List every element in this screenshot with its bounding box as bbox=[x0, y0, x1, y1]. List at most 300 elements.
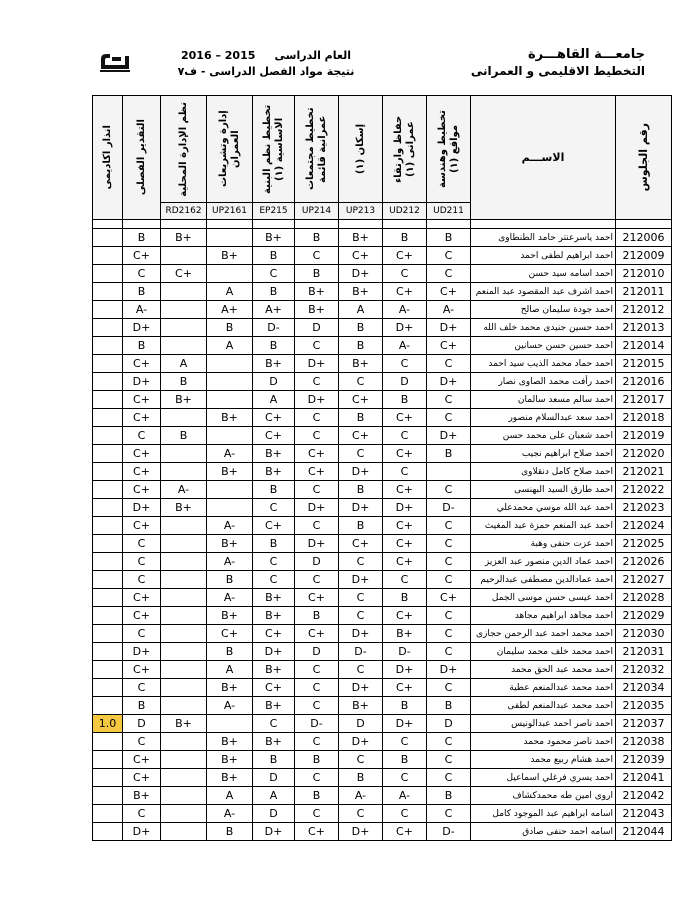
cell-up214: C bbox=[295, 373, 339, 391]
table-row bbox=[93, 301, 672, 319]
cell-ep215: B bbox=[253, 283, 295, 301]
table-row bbox=[93, 265, 672, 283]
cell-ud212: B bbox=[383, 751, 427, 769]
cell-ud211: B bbox=[427, 445, 471, 463]
col-header-ud212: حفاظ وارتقاء عمرانى (١) bbox=[383, 96, 427, 203]
cell-name: احمد يسري فرغلي اسماعيل bbox=[471, 769, 616, 787]
cell-up213: D+ bbox=[339, 679, 383, 697]
header-row bbox=[93, 96, 672, 203]
cell-ep215: D- bbox=[253, 319, 295, 337]
cell-ud211: C bbox=[427, 517, 471, 535]
cell-warning bbox=[93, 283, 123, 301]
table-row bbox=[93, 535, 672, 553]
cell-ud212: C bbox=[383, 571, 427, 589]
cell-name: احمد محمد خلف محمد سليمان bbox=[471, 643, 616, 661]
cell-ud212: B bbox=[383, 589, 427, 607]
cell-up213: D+ bbox=[339, 823, 383, 841]
table-row bbox=[93, 733, 672, 751]
cell-warning bbox=[93, 391, 123, 409]
cell-rd2162 bbox=[161, 319, 207, 337]
cell-seat: 212014 bbox=[616, 337, 672, 355]
cell-seat: 212012 bbox=[616, 301, 672, 319]
cell-ud211: D+ bbox=[427, 427, 471, 445]
cell-ud212: D- bbox=[383, 643, 427, 661]
cell-warning bbox=[93, 427, 123, 445]
cell-final: B+ bbox=[123, 787, 161, 805]
cell-final: C+ bbox=[123, 769, 161, 787]
cell-ud211 bbox=[427, 463, 471, 481]
cell-up214: D+ bbox=[295, 535, 339, 553]
col-header-up2161: إدارة وتشريعات العمران bbox=[207, 96, 253, 203]
cell-ep215: B+ bbox=[253, 445, 295, 463]
cell-final: C bbox=[123, 553, 161, 571]
cell-ud211: C bbox=[427, 355, 471, 373]
cell-up2161: C+ bbox=[207, 625, 253, 643]
cell-seat: 212010 bbox=[616, 265, 672, 283]
table-row bbox=[93, 571, 672, 589]
cell-ud212: C+ bbox=[383, 607, 427, 625]
cell-rd2162 bbox=[161, 661, 207, 679]
cell-ud211: C bbox=[427, 607, 471, 625]
table-row bbox=[93, 229, 672, 247]
cell-up213: B bbox=[339, 481, 383, 499]
cell-ud212: C+ bbox=[383, 283, 427, 301]
cell-seat: 212019 bbox=[616, 427, 672, 445]
cell-rd2162: B+ bbox=[161, 499, 207, 517]
cell-final: C+ bbox=[123, 247, 161, 265]
cell-up214: C+ bbox=[295, 823, 339, 841]
cell-ud212: C bbox=[383, 805, 427, 823]
cell-rd2162 bbox=[161, 733, 207, 751]
cell-up214: C bbox=[295, 805, 339, 823]
cell-ud212: C bbox=[383, 463, 427, 481]
cell-ud212: C+ bbox=[383, 553, 427, 571]
cell-ep215: B+ bbox=[253, 229, 295, 247]
cell-warning bbox=[93, 823, 123, 841]
cell-final: C bbox=[123, 535, 161, 553]
cell-up214: B bbox=[295, 607, 339, 625]
cell-warning bbox=[93, 319, 123, 337]
cell-ud212: C+ bbox=[383, 535, 427, 553]
cell-up2161 bbox=[207, 499, 253, 517]
col-header-rd2162: نظم الإدارة المحلية bbox=[161, 96, 207, 203]
col-header-name: الاســـم bbox=[471, 96, 616, 220]
cell-final: C bbox=[123, 805, 161, 823]
cell-up213: C+ bbox=[339, 535, 383, 553]
cell-up213: D+ bbox=[339, 463, 383, 481]
cell-up213: D- bbox=[339, 643, 383, 661]
table-row bbox=[93, 283, 672, 301]
cell-ep215: B+ bbox=[253, 463, 295, 481]
cell-up214: B bbox=[295, 787, 339, 805]
cell-seat: 212038 bbox=[616, 733, 672, 751]
cell-final: B bbox=[123, 283, 161, 301]
academic-year: 2016 – 2015 bbox=[181, 49, 256, 62]
cell-up213: D+ bbox=[339, 265, 383, 283]
cell-name: احمد محمد عبد الحق محمد bbox=[471, 661, 616, 679]
table-row bbox=[93, 715, 672, 733]
cell-name: احمد صلاح كامل دنقلاوى bbox=[471, 463, 616, 481]
cell-up213: B+ bbox=[339, 283, 383, 301]
cell-up213: D+ bbox=[339, 733, 383, 751]
cell-name: احمد شعبان على محمد حسن bbox=[471, 427, 616, 445]
cell-rd2162: B+ bbox=[161, 391, 207, 409]
cell-seat: 212021 bbox=[616, 463, 672, 481]
cell-ep215: B bbox=[253, 535, 295, 553]
cell-up2161: B+ bbox=[207, 535, 253, 553]
course-code: RD2162 bbox=[161, 203, 207, 220]
cell-warning bbox=[93, 769, 123, 787]
cell-final: C bbox=[123, 571, 161, 589]
cell-rd2162 bbox=[161, 337, 207, 355]
cell-seat: 212017 bbox=[616, 391, 672, 409]
spacer-row bbox=[93, 220, 672, 229]
cell-final: C bbox=[123, 427, 161, 445]
cell-rd2162 bbox=[161, 445, 207, 463]
cell-ud212: A- bbox=[383, 337, 427, 355]
cell-warning bbox=[93, 463, 123, 481]
cell-up2161: B+ bbox=[207, 751, 253, 769]
cell-final: D+ bbox=[123, 643, 161, 661]
cell-rd2162 bbox=[161, 571, 207, 589]
cell-seat: 212044 bbox=[616, 823, 672, 841]
cell-up2161 bbox=[207, 427, 253, 445]
cell-ud212: C bbox=[383, 355, 427, 373]
cell-up214: C+ bbox=[295, 589, 339, 607]
cell-up2161: A bbox=[207, 283, 253, 301]
cell-up214: C bbox=[295, 733, 339, 751]
cell-final: C+ bbox=[123, 463, 161, 481]
cell-name: احمد رأفت محمد الصاوى نصار bbox=[471, 373, 616, 391]
course-code: EP215 bbox=[253, 203, 295, 220]
cell-name: احمد طارق السيد البهنسى bbox=[471, 481, 616, 499]
cell-final: C+ bbox=[123, 589, 161, 607]
col-header-up214: تخطيط مجتمعات عمرانية قائمة bbox=[295, 96, 339, 203]
cell-ud211: C bbox=[427, 535, 471, 553]
cell-up2161 bbox=[207, 481, 253, 499]
cell-final: C bbox=[123, 679, 161, 697]
cell-ep215: D bbox=[253, 805, 295, 823]
cell-seat: 212035 bbox=[616, 697, 672, 715]
cell-name: احمد محمد عبدالمنعم لطفى bbox=[471, 697, 616, 715]
cell-up2161: A- bbox=[207, 553, 253, 571]
cell-seat: 212024 bbox=[616, 517, 672, 535]
cell-up2161: B+ bbox=[207, 769, 253, 787]
cell-up2161 bbox=[207, 715, 253, 733]
cell-ud211: B bbox=[427, 697, 471, 715]
cell-up214: C bbox=[295, 661, 339, 679]
cell-up213: D+ bbox=[339, 499, 383, 517]
cell-rd2162 bbox=[161, 301, 207, 319]
cell-rd2162 bbox=[161, 805, 207, 823]
cell-ud211: D- bbox=[427, 499, 471, 517]
cell-up214: D- bbox=[295, 715, 339, 733]
cell-name: احمد هشام ربيع محمد bbox=[471, 751, 616, 769]
cell-ud211: C bbox=[427, 571, 471, 589]
cell-ud211: C+ bbox=[427, 337, 471, 355]
cell-warning bbox=[93, 355, 123, 373]
cell-ep215: D bbox=[253, 769, 295, 787]
cell-final: C+ bbox=[123, 751, 161, 769]
cell-seat: 212006 bbox=[616, 229, 672, 247]
cell-rd2162 bbox=[161, 787, 207, 805]
academic-header bbox=[172, 48, 360, 80]
cell-ep215: B+ bbox=[253, 355, 295, 373]
cell-up2161: A+ bbox=[207, 301, 253, 319]
cell-rd2162 bbox=[161, 769, 207, 787]
cell-final: C+ bbox=[123, 445, 161, 463]
cell-ud211: C bbox=[427, 391, 471, 409]
cell-up2161 bbox=[207, 265, 253, 283]
cell-final: C bbox=[123, 625, 161, 643]
cell-warning bbox=[93, 625, 123, 643]
cell-up2161: B+ bbox=[207, 463, 253, 481]
cell-seat: 212042 bbox=[616, 787, 672, 805]
table-row bbox=[93, 679, 672, 697]
cell-ep215: C bbox=[253, 571, 295, 589]
cell-up213: C bbox=[339, 805, 383, 823]
cell-final: C+ bbox=[123, 355, 161, 373]
cell-seat: 212011 bbox=[616, 283, 672, 301]
cell-ud212: B bbox=[383, 697, 427, 715]
cell-rd2162: B+ bbox=[161, 715, 207, 733]
cell-up214: D bbox=[295, 553, 339, 571]
table-row bbox=[93, 787, 672, 805]
table-row bbox=[93, 247, 672, 265]
cell-up214: C bbox=[295, 679, 339, 697]
cell-up214: D bbox=[295, 319, 339, 337]
cell-ep215: B+ bbox=[253, 733, 295, 751]
cell-warning bbox=[93, 265, 123, 283]
cell-ep215: B bbox=[253, 247, 295, 265]
cell-final: C+ bbox=[123, 607, 161, 625]
cell-warning bbox=[93, 409, 123, 427]
table-row bbox=[93, 553, 672, 571]
cell-warning bbox=[93, 805, 123, 823]
cell-name: احمد عبد الله موسي محمدعلي bbox=[471, 499, 616, 517]
cell-final: D+ bbox=[123, 499, 161, 517]
cell-ud212: C bbox=[383, 427, 427, 445]
cell-final: A- bbox=[123, 301, 161, 319]
cell-up214: B bbox=[295, 751, 339, 769]
cell-up213: C bbox=[339, 373, 383, 391]
results-table bbox=[92, 95, 672, 841]
cell-rd2162: B bbox=[161, 373, 207, 391]
cell-seat: 212022 bbox=[616, 481, 672, 499]
cell-name: احمد ناصر محمود محمد bbox=[471, 733, 616, 751]
cell-up213: B+ bbox=[339, 355, 383, 373]
cell-up213: B+ bbox=[339, 697, 383, 715]
cell-ud211: C bbox=[427, 553, 471, 571]
cell-up213: B bbox=[339, 517, 383, 535]
cell-up214: C bbox=[295, 337, 339, 355]
cell-ud212: B+ bbox=[383, 625, 427, 643]
cell-up2161: B+ bbox=[207, 409, 253, 427]
cell-warning bbox=[93, 445, 123, 463]
cell-ud211: A- bbox=[427, 301, 471, 319]
cell-ep215: A+ bbox=[253, 301, 295, 319]
cell-up213: D+ bbox=[339, 625, 383, 643]
cell-warning bbox=[93, 481, 123, 499]
cell-up214: B bbox=[295, 265, 339, 283]
cell-up213: B bbox=[339, 769, 383, 787]
cell-name: اروى امين طه محمدكشاف bbox=[471, 787, 616, 805]
table-row bbox=[93, 751, 672, 769]
cell-ud212: A- bbox=[383, 787, 427, 805]
table-row bbox=[93, 661, 672, 679]
cell-rd2162: C+ bbox=[161, 265, 207, 283]
cell-ud212: C bbox=[383, 265, 427, 283]
cell-ud212: B bbox=[383, 391, 427, 409]
cell-up213: C bbox=[339, 589, 383, 607]
cell-up213: C bbox=[339, 661, 383, 679]
cell-up2161 bbox=[207, 229, 253, 247]
cell-ud212: C+ bbox=[383, 823, 427, 841]
cell-name: احمد محمد احمد عبد الرحمن حجازى bbox=[471, 625, 616, 643]
university-header bbox=[471, 46, 645, 80]
cell-rd2162: A- bbox=[161, 481, 207, 499]
cell-ud212: B bbox=[383, 229, 427, 247]
cell-rd2162 bbox=[161, 589, 207, 607]
cell-seat: 212018 bbox=[616, 409, 672, 427]
cell-warning bbox=[93, 553, 123, 571]
cell-ep215: B bbox=[253, 751, 295, 769]
cell-rd2162 bbox=[161, 247, 207, 265]
cell-up2161: B+ bbox=[207, 607, 253, 625]
cell-seat: 212016 bbox=[616, 373, 672, 391]
cell-up2161 bbox=[207, 373, 253, 391]
cell-name: احمد صلاح ابراهيم نجيب bbox=[471, 445, 616, 463]
cell-final: C bbox=[123, 733, 161, 751]
cell-ud211: C bbox=[427, 769, 471, 787]
cell-ep215: D+ bbox=[253, 643, 295, 661]
table-row bbox=[93, 607, 672, 625]
table-row bbox=[93, 463, 672, 481]
table-row bbox=[93, 391, 672, 409]
cell-up213: C bbox=[339, 553, 383, 571]
cell-rd2162 bbox=[161, 625, 207, 643]
cell-name: احمد ابراهيم لطفى احمد bbox=[471, 247, 616, 265]
col-header-warning: انذار اكاديمى bbox=[93, 96, 123, 220]
cell-ep215: C+ bbox=[253, 625, 295, 643]
cell-up214: B+ bbox=[295, 283, 339, 301]
cell-seat: 212009 bbox=[616, 247, 672, 265]
cell-seat: 212032 bbox=[616, 661, 672, 679]
cell-rd2162: A bbox=[161, 355, 207, 373]
cell-ud211: C bbox=[427, 625, 471, 643]
cell-up2161: A bbox=[207, 787, 253, 805]
cell-final: D bbox=[123, 715, 161, 733]
cell-rd2162 bbox=[161, 823, 207, 841]
cell-up2161 bbox=[207, 391, 253, 409]
cell-up213: C+ bbox=[339, 247, 383, 265]
cell-ep215: A bbox=[253, 391, 295, 409]
cell-ud211: B bbox=[427, 229, 471, 247]
cell-final: B bbox=[123, 697, 161, 715]
academic-year-line bbox=[172, 48, 360, 64]
cell-ud211: D+ bbox=[427, 661, 471, 679]
cell-seat: 212029 bbox=[616, 607, 672, 625]
cell-seat: 212039 bbox=[616, 751, 672, 769]
cell-name: اسامه احمد حنفى صادق bbox=[471, 823, 616, 841]
cell-warning bbox=[93, 589, 123, 607]
cell-warning bbox=[93, 607, 123, 625]
cell-warning bbox=[93, 337, 123, 355]
cell-seat: 212037 bbox=[616, 715, 672, 733]
cell-final: B bbox=[123, 337, 161, 355]
cell-final: C+ bbox=[123, 409, 161, 427]
cell-seat: 212031 bbox=[616, 643, 672, 661]
cell-name: احمد سالم مسعد سالمان bbox=[471, 391, 616, 409]
cell-up213: D bbox=[339, 715, 383, 733]
cell-up214: C bbox=[295, 571, 339, 589]
table-row bbox=[93, 769, 672, 787]
cell-up213: B+ bbox=[339, 229, 383, 247]
cell-up213: A bbox=[339, 301, 383, 319]
cell-seat: 212043 bbox=[616, 805, 672, 823]
cell-warning bbox=[93, 679, 123, 697]
cell-up214: D+ bbox=[295, 391, 339, 409]
cell-name: احمد ناصر احمد عبدالونيس bbox=[471, 715, 616, 733]
cell-seat: 212025 bbox=[616, 535, 672, 553]
cell-ud211: C+ bbox=[427, 283, 471, 301]
cell-ud212: C+ bbox=[383, 409, 427, 427]
cell-ud212: D+ bbox=[383, 319, 427, 337]
cell-seat: 212028 bbox=[616, 589, 672, 607]
cell-ud211: C bbox=[427, 409, 471, 427]
col-header-ep215: تخطيط نظم البنية الاساسية (١) bbox=[253, 96, 295, 203]
cell-up214: C bbox=[295, 247, 339, 265]
cell-name: احمد عماد الدين منصور عبد العزيز bbox=[471, 553, 616, 571]
cell-warning bbox=[93, 499, 123, 517]
table-row bbox=[93, 409, 672, 427]
cell-up213: C bbox=[339, 607, 383, 625]
cell-seat: 212013 bbox=[616, 319, 672, 337]
cell-ud211: C bbox=[427, 805, 471, 823]
cell-warning bbox=[93, 733, 123, 751]
table-row bbox=[93, 481, 672, 499]
cell-ud212: C bbox=[383, 769, 427, 787]
cell-up214: D bbox=[295, 643, 339, 661]
cell-seat: 212023 bbox=[616, 499, 672, 517]
cell-ud212: D+ bbox=[383, 715, 427, 733]
cell-name: احمد حماد محمد الذيب سيد احمد bbox=[471, 355, 616, 373]
cell-seat: 212030 bbox=[616, 625, 672, 643]
cell-name: احمد حسين جنيدى محمد خلف الله bbox=[471, 319, 616, 337]
cell-up2161: A- bbox=[207, 805, 253, 823]
cell-final: C+ bbox=[123, 517, 161, 535]
cell-seat: 212015 bbox=[616, 355, 672, 373]
cell-name: احمد عبد المنعم حمزة عبد المغيث bbox=[471, 517, 616, 535]
university-name: جامعـــة القاهـــرة bbox=[527, 47, 645, 62]
cell-name: احمد جودة سليمان صالح bbox=[471, 301, 616, 319]
cell-ud211: C bbox=[427, 247, 471, 265]
cell-ep215: B+ bbox=[253, 661, 295, 679]
cell-name: احمد عيسى حسن موسى الجمل bbox=[471, 589, 616, 607]
cell-seat: 212026 bbox=[616, 553, 672, 571]
cell-ud211: D+ bbox=[427, 373, 471, 391]
table-row bbox=[93, 499, 672, 517]
cell-up213: B bbox=[339, 409, 383, 427]
cell-rd2162 bbox=[161, 607, 207, 625]
cell-ud211: D+ bbox=[427, 319, 471, 337]
cell-up2161: B+ bbox=[207, 247, 253, 265]
cell-name: احمد عزت حنفى وهبة bbox=[471, 535, 616, 553]
cell-rd2162 bbox=[161, 679, 207, 697]
col-header-seat: رقم الجلوس bbox=[616, 96, 672, 220]
cell-up214: C bbox=[295, 517, 339, 535]
cell-warning bbox=[93, 301, 123, 319]
